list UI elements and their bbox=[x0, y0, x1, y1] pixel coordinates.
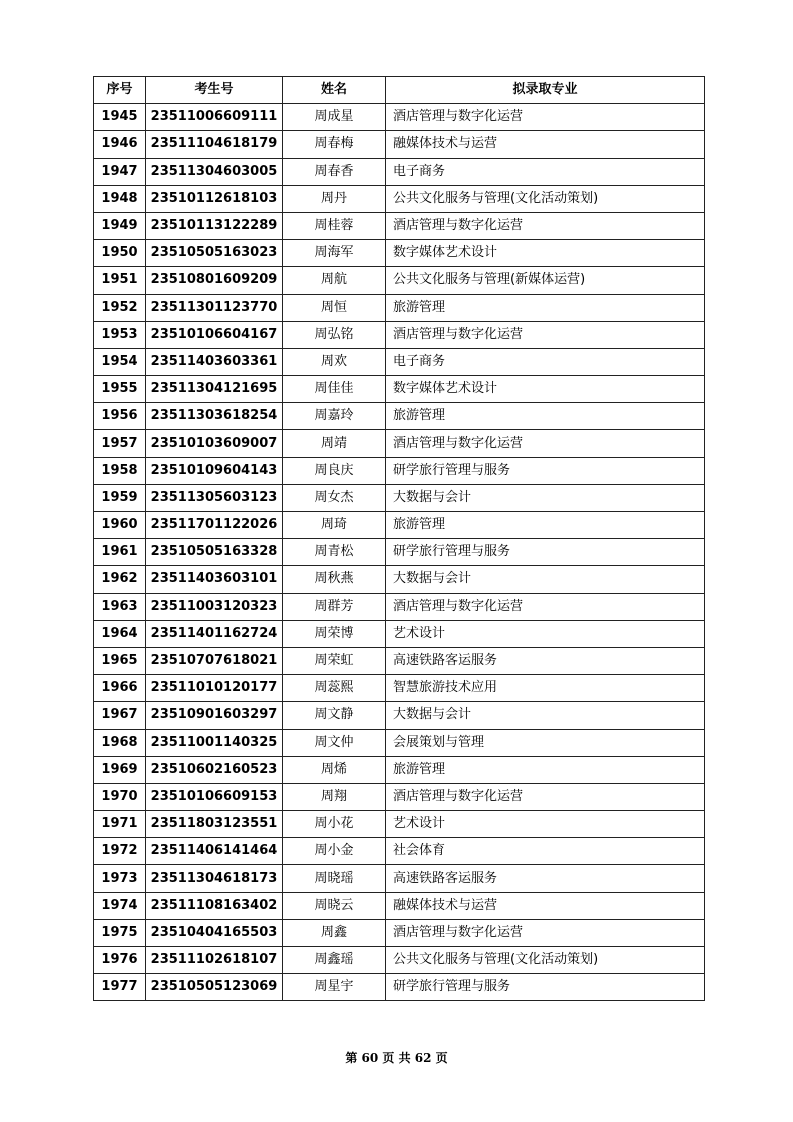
table-row bbox=[94, 566, 705, 593]
name-cell: 周荣博 bbox=[283, 620, 386, 647]
major-cell: 大数据与会计 bbox=[386, 484, 705, 511]
table-row bbox=[94, 321, 705, 348]
name-cell: 周春香 bbox=[283, 158, 386, 185]
name-cell: 周嘉玲 bbox=[283, 403, 386, 430]
major-cell: 酒店管理与数字化运营 bbox=[386, 321, 705, 348]
candidate-id-cell: 23511104618179 bbox=[146, 131, 283, 158]
candidate-id-cell: 23511001140325 bbox=[146, 729, 283, 756]
seq-cell: 1969 bbox=[94, 756, 146, 783]
name-cell: 周琦 bbox=[283, 512, 386, 539]
candidate-id-cell: 23511301123770 bbox=[146, 294, 283, 321]
major-cell: 研学旅行管理与服务 bbox=[386, 457, 705, 484]
seq-cell: 1968 bbox=[94, 729, 146, 756]
candidate-id-cell: 23511006609111 bbox=[146, 104, 283, 131]
major-cell: 研学旅行管理与服务 bbox=[386, 974, 705, 1001]
seq-cell: 1955 bbox=[94, 376, 146, 403]
table-row bbox=[94, 702, 705, 729]
table-row bbox=[94, 512, 705, 539]
major-cell: 艺术设计 bbox=[386, 811, 705, 838]
major-cell: 旅游管理 bbox=[386, 512, 705, 539]
table-row bbox=[94, 403, 705, 430]
candidate-id-cell: 23511102618107 bbox=[146, 947, 283, 974]
table-row bbox=[94, 892, 705, 919]
header-name: 姓名 bbox=[283, 77, 386, 104]
name-cell: 周星宇 bbox=[283, 974, 386, 1001]
name-cell: 周秋燕 bbox=[283, 566, 386, 593]
major-cell: 大数据与会计 bbox=[386, 702, 705, 729]
table-row bbox=[94, 240, 705, 267]
table-row bbox=[94, 811, 705, 838]
table-row bbox=[94, 974, 705, 1001]
page-footer: 第 60 页 共 62 页 bbox=[345, 1051, 448, 1065]
name-cell: 周翔 bbox=[283, 783, 386, 810]
name-cell: 周欢 bbox=[283, 348, 386, 375]
table-row bbox=[94, 620, 705, 647]
candidate-id-cell: 23511701122026 bbox=[146, 512, 283, 539]
major-cell: 酒店管理与数字化运营 bbox=[386, 919, 705, 946]
major-cell: 电子商务 bbox=[386, 348, 705, 375]
major-cell: 研学旅行管理与服务 bbox=[386, 539, 705, 566]
header-seq: 序号 bbox=[94, 77, 146, 104]
major-cell: 融媒体技术与运营 bbox=[386, 131, 705, 158]
major-cell: 酒店管理与数字化运营 bbox=[386, 783, 705, 810]
table-row bbox=[94, 294, 705, 321]
name-cell: 周女杰 bbox=[283, 484, 386, 511]
major-cell: 融媒体技术与运营 bbox=[386, 892, 705, 919]
major-cell: 酒店管理与数字化运营 bbox=[386, 593, 705, 620]
candidate-id-cell: 23511406141464 bbox=[146, 838, 283, 865]
seq-cell: 1960 bbox=[94, 512, 146, 539]
seq-cell: 1976 bbox=[94, 947, 146, 974]
candidate-id-cell: 23510707618021 bbox=[146, 647, 283, 674]
seq-cell: 1945 bbox=[94, 104, 146, 131]
seq-cell: 1947 bbox=[94, 158, 146, 185]
name-cell: 周丹 bbox=[283, 185, 386, 212]
table-row bbox=[94, 593, 705, 620]
name-cell: 周青松 bbox=[283, 539, 386, 566]
candidate-id-cell: 23510103609007 bbox=[146, 430, 283, 457]
major-cell: 数字媒体艺术设计 bbox=[386, 376, 705, 403]
major-cell: 大数据与会计 bbox=[386, 566, 705, 593]
seq-cell: 1951 bbox=[94, 267, 146, 294]
candidate-id-cell: 23510106609153 bbox=[146, 783, 283, 810]
name-cell: 周航 bbox=[283, 267, 386, 294]
name-cell: 周弘铭 bbox=[283, 321, 386, 348]
table-row bbox=[94, 838, 705, 865]
candidate-id-cell: 23511003120323 bbox=[146, 593, 283, 620]
candidate-id-cell: 23510505163023 bbox=[146, 240, 283, 267]
major-cell: 旅游管理 bbox=[386, 756, 705, 783]
seq-cell: 1959 bbox=[94, 484, 146, 511]
candidate-id-cell: 23511403603361 bbox=[146, 348, 283, 375]
candidate-id-cell: 23510801609209 bbox=[146, 267, 283, 294]
seq-cell: 1974 bbox=[94, 892, 146, 919]
seq-cell: 1961 bbox=[94, 539, 146, 566]
name-cell: 周恒 bbox=[283, 294, 386, 321]
seq-cell: 1946 bbox=[94, 131, 146, 158]
seq-cell: 1948 bbox=[94, 185, 146, 212]
table-row bbox=[94, 865, 705, 892]
major-cell: 旅游管理 bbox=[386, 294, 705, 321]
major-cell: 公共文化服务与管理(文化活动策划) bbox=[386, 947, 705, 974]
table-row bbox=[94, 430, 705, 457]
name-cell: 周鑫 bbox=[283, 919, 386, 946]
table-row bbox=[94, 212, 705, 239]
name-cell: 周群芳 bbox=[283, 593, 386, 620]
seq-cell: 1972 bbox=[94, 838, 146, 865]
seq-cell: 1971 bbox=[94, 811, 146, 838]
table-row bbox=[94, 647, 705, 674]
seq-cell: 1949 bbox=[94, 212, 146, 239]
major-cell: 公共文化服务与管理(文化活动策划) bbox=[386, 185, 705, 212]
candidate-id-cell: 23511305603123 bbox=[146, 484, 283, 511]
seq-cell: 1967 bbox=[94, 702, 146, 729]
seq-cell: 1966 bbox=[94, 675, 146, 702]
name-cell: 周鑫瑶 bbox=[283, 947, 386, 974]
seq-cell: 1973 bbox=[94, 865, 146, 892]
name-cell: 周成星 bbox=[283, 104, 386, 131]
major-cell: 数字媒体艺术设计 bbox=[386, 240, 705, 267]
major-cell: 公共文化服务与管理(新媒体运营) bbox=[386, 267, 705, 294]
table-row bbox=[94, 457, 705, 484]
candidate-id-cell: 23510106604167 bbox=[146, 321, 283, 348]
seq-cell: 1952 bbox=[94, 294, 146, 321]
candidate-id-cell: 23510404165503 bbox=[146, 919, 283, 946]
table-row bbox=[94, 158, 705, 185]
table-header-row bbox=[94, 77, 705, 104]
major-cell: 高速铁路客运服务 bbox=[386, 865, 705, 892]
name-cell: 周海军 bbox=[283, 240, 386, 267]
candidate-id-cell: 23510505163328 bbox=[146, 539, 283, 566]
name-cell: 周烯 bbox=[283, 756, 386, 783]
table-row bbox=[94, 376, 705, 403]
seq-cell: 1962 bbox=[94, 566, 146, 593]
name-cell: 周春梅 bbox=[283, 131, 386, 158]
seq-cell: 1970 bbox=[94, 783, 146, 810]
candidate-id-cell: 23510112618103 bbox=[146, 185, 283, 212]
major-cell: 艺术设计 bbox=[386, 620, 705, 647]
candidate-id-cell: 23510109604143 bbox=[146, 457, 283, 484]
name-cell: 周小花 bbox=[283, 811, 386, 838]
name-cell: 周晓云 bbox=[283, 892, 386, 919]
seq-cell: 1975 bbox=[94, 919, 146, 946]
major-cell: 会展策划与管理 bbox=[386, 729, 705, 756]
table-row bbox=[94, 131, 705, 158]
table-row bbox=[94, 348, 705, 375]
major-cell: 酒店管理与数字化运营 bbox=[386, 212, 705, 239]
candidate-id-cell: 23511401162724 bbox=[146, 620, 283, 647]
name-cell: 周文静 bbox=[283, 702, 386, 729]
seq-cell: 1950 bbox=[94, 240, 146, 267]
seq-cell: 1958 bbox=[94, 457, 146, 484]
name-cell: 周桂蓉 bbox=[283, 212, 386, 239]
major-cell: 高速铁路客运服务 bbox=[386, 647, 705, 674]
name-cell: 周蕊熙 bbox=[283, 675, 386, 702]
table-row bbox=[94, 185, 705, 212]
table-row bbox=[94, 539, 705, 566]
candidate-id-cell: 23511010120177 bbox=[146, 675, 283, 702]
table-row bbox=[94, 675, 705, 702]
major-cell: 电子商务 bbox=[386, 158, 705, 185]
seq-cell: 1964 bbox=[94, 620, 146, 647]
table-row bbox=[94, 729, 705, 756]
table-row bbox=[94, 947, 705, 974]
table-row bbox=[94, 783, 705, 810]
header-candidate-id: 考生号 bbox=[146, 77, 283, 104]
name-cell: 周佳佳 bbox=[283, 376, 386, 403]
candidate-id-cell: 23511403603101 bbox=[146, 566, 283, 593]
candidate-id-cell: 23510901603297 bbox=[146, 702, 283, 729]
table-row bbox=[94, 104, 705, 131]
candidate-id-cell: 23511304618173 bbox=[146, 865, 283, 892]
name-cell: 周文仲 bbox=[283, 729, 386, 756]
candidate-id-cell: 23511304121695 bbox=[146, 376, 283, 403]
candidate-id-cell: 23510505123069 bbox=[146, 974, 283, 1001]
candidate-id-cell: 23511304603005 bbox=[146, 158, 283, 185]
name-cell: 周晓瑶 bbox=[283, 865, 386, 892]
seq-cell: 1963 bbox=[94, 593, 146, 620]
candidate-id-cell: 23511803123551 bbox=[146, 811, 283, 838]
header-major: 拟录取专业 bbox=[386, 77, 705, 104]
candidate-id-cell: 23510602160523 bbox=[146, 756, 283, 783]
table-row bbox=[94, 919, 705, 946]
candidate-id-cell: 23511303618254 bbox=[146, 403, 283, 430]
major-cell: 社会体育 bbox=[386, 838, 705, 865]
seq-cell: 1954 bbox=[94, 348, 146, 375]
candidate-id-cell: 23510113122289 bbox=[146, 212, 283, 239]
name-cell: 周荣虹 bbox=[283, 647, 386, 674]
seq-cell: 1965 bbox=[94, 647, 146, 674]
seq-cell: 1977 bbox=[94, 974, 146, 1001]
candidate-id-cell: 23511108163402 bbox=[146, 892, 283, 919]
table-row bbox=[94, 267, 705, 294]
name-cell: 周小金 bbox=[283, 838, 386, 865]
major-cell: 酒店管理与数字化运营 bbox=[386, 104, 705, 131]
admission-list-table bbox=[93, 76, 705, 1001]
major-cell: 酒店管理与数字化运营 bbox=[386, 430, 705, 457]
major-cell: 智慧旅游技术应用 bbox=[386, 675, 705, 702]
major-cell: 旅游管理 bbox=[386, 403, 705, 430]
seq-cell: 1956 bbox=[94, 403, 146, 430]
table-row bbox=[94, 756, 705, 783]
seq-cell: 1953 bbox=[94, 321, 146, 348]
name-cell: 周靖 bbox=[283, 430, 386, 457]
seq-cell: 1957 bbox=[94, 430, 146, 457]
table-row bbox=[94, 484, 705, 511]
name-cell: 周良庆 bbox=[283, 457, 386, 484]
